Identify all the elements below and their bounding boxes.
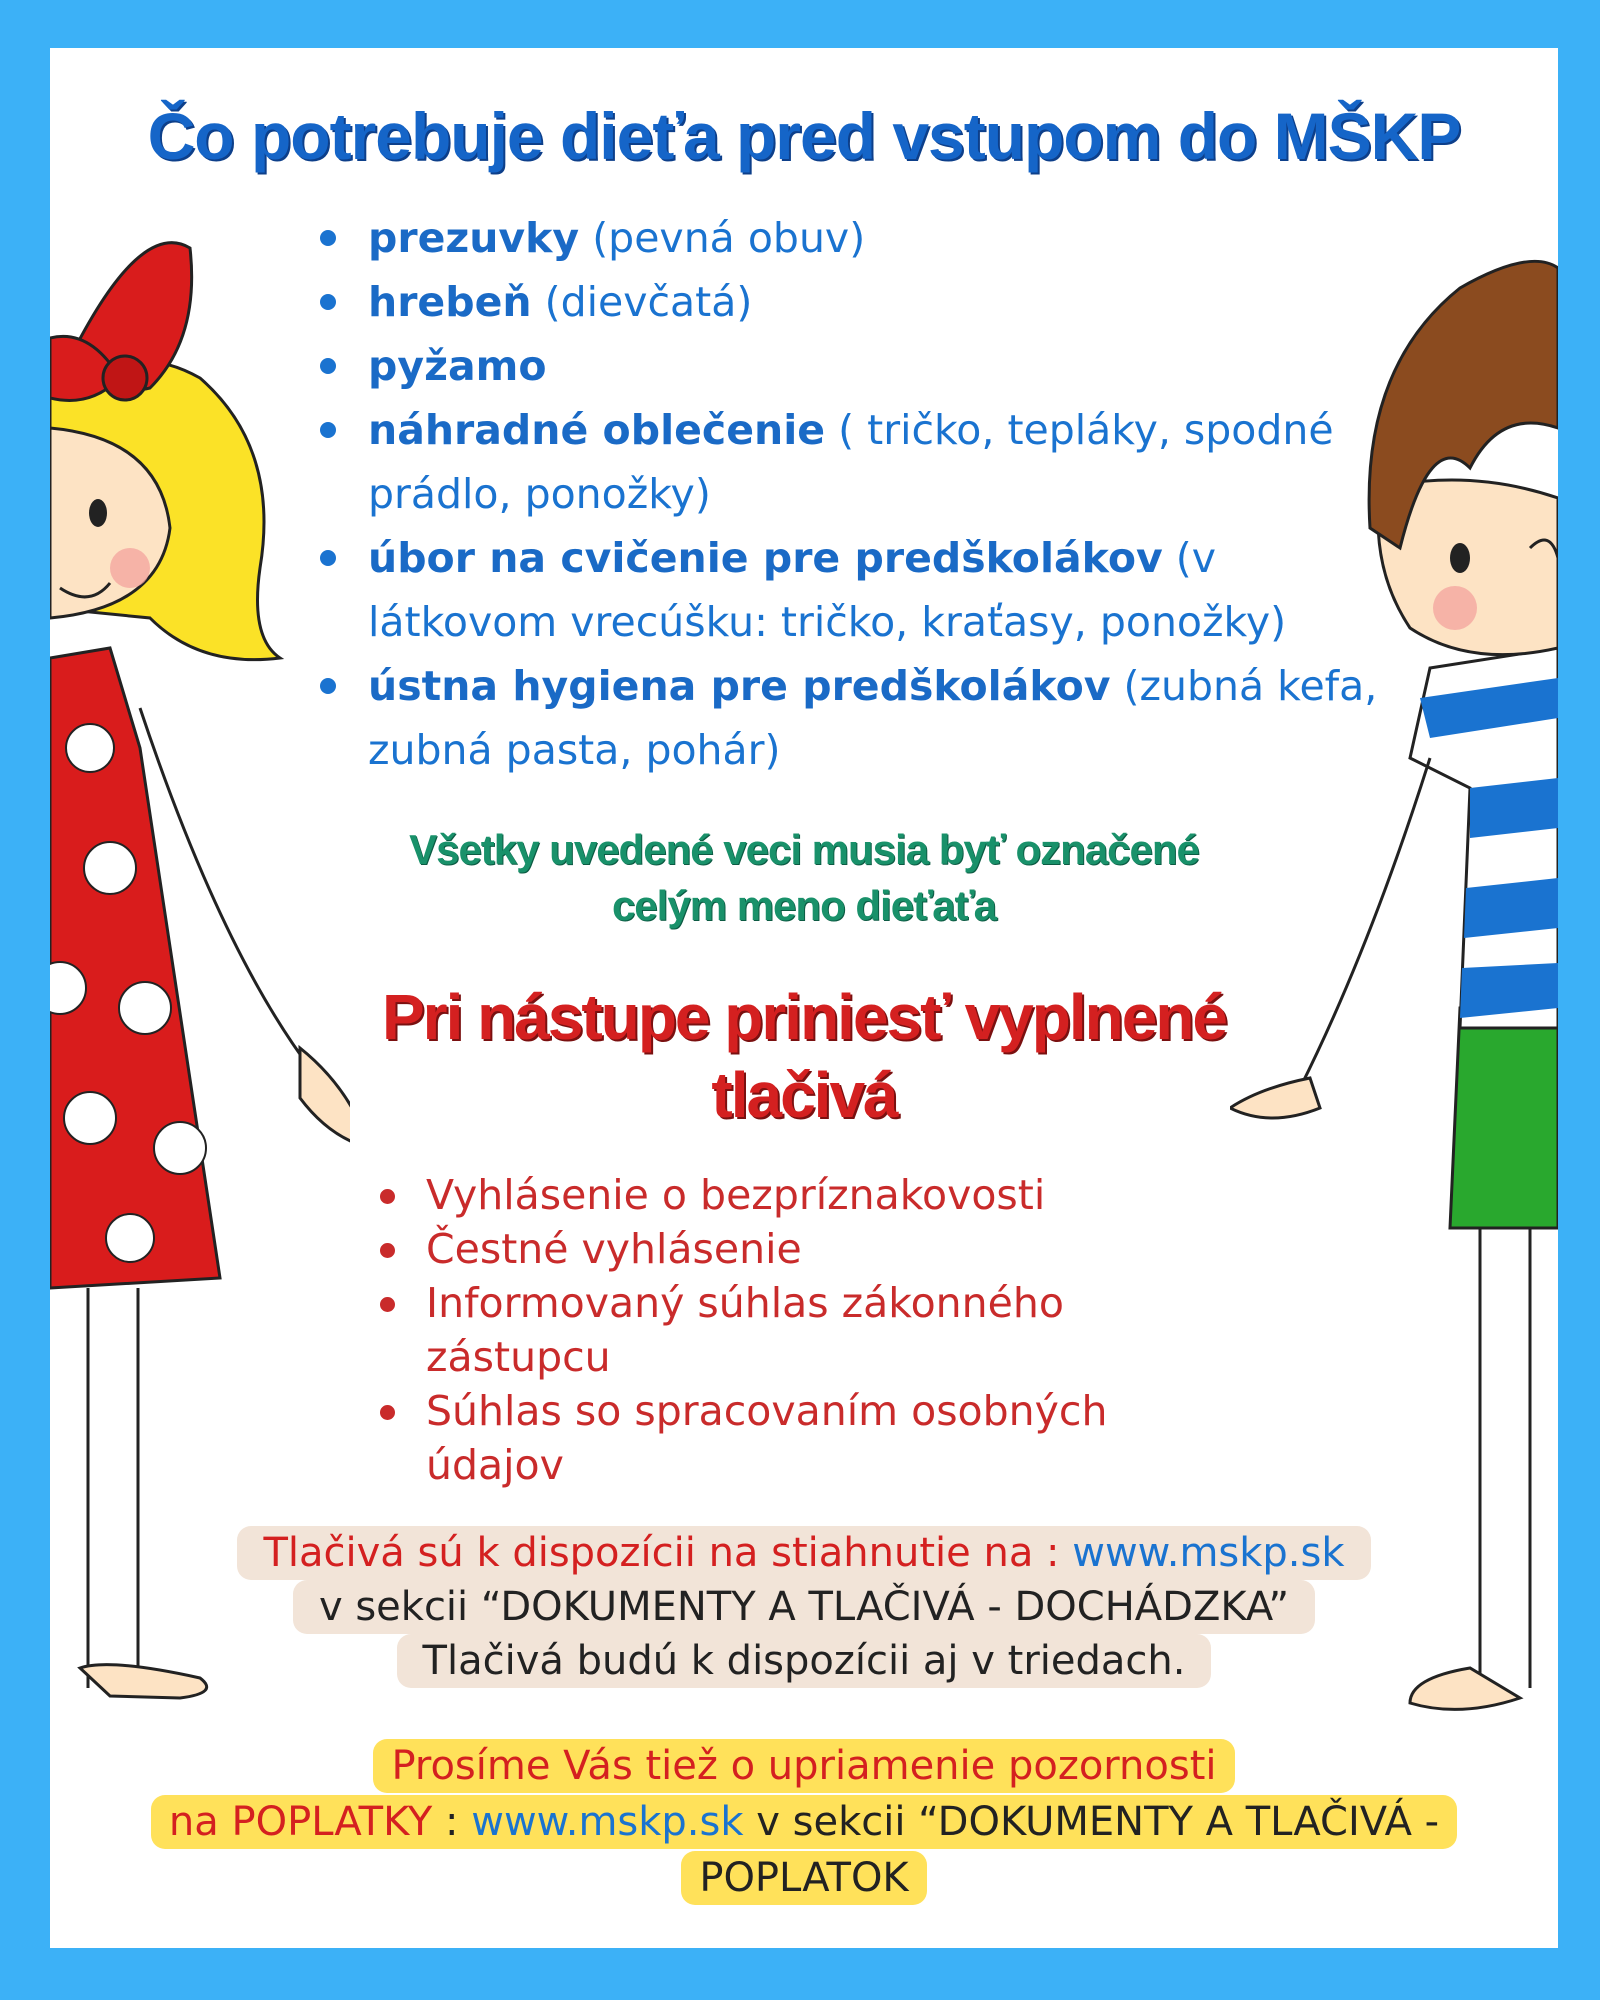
- form-item: Informovaný súhlas zákonného zástupcu: [380, 1276, 1200, 1384]
- forms-heading-line2: tlačivá: [711, 1059, 897, 1131]
- fees-line1: Prosíme Vás tiež o upriamenie pozornosti: [373, 1739, 1234, 1793]
- download-prefix: Tlačivá sú k dispozícii na stiahnutie na :: [263, 1530, 1073, 1576]
- required-items-list: [320, 206, 1380, 782]
- fees-label: na POPLATKY: [168, 1799, 433, 1845]
- classrooms-note: Tlačivá budú k dispozícii aj v triedach.: [397, 1634, 1212, 1688]
- download-info: [50, 1526, 1558, 1688]
- item-detail: (dievčatá): [531, 278, 753, 326]
- fees-section: v sekcii “DOKUMENTY A TLAČIVÁ - POPLATOK: [699, 1799, 1440, 1901]
- form-item: Čestné vyhlásenie: [380, 1222, 1200, 1276]
- poster-card: [50, 48, 1558, 1948]
- form-item: Súhlas so spracovaním osobných údajov: [380, 1384, 1200, 1492]
- list-item: [320, 398, 1380, 526]
- item-detail: ( tričko, tepláky, spodné prádlo, ponožky): [368, 406, 1334, 518]
- fees-colon: :: [432, 1799, 472, 1845]
- list-item: [320, 334, 1380, 398]
- form-item: Vyhlásenie o bezpríznakovosti: [380, 1168, 1200, 1222]
- list-item: [320, 526, 1380, 654]
- list-item: [320, 206, 1380, 270]
- page-title: Čo potrebuje dieťa pred vstupom do MŠKP: [147, 99, 1461, 173]
- download-link[interactable]: www.mskp.sk: [1072, 1530, 1345, 1576]
- item-name: úbor na cvičenie pre predškolákov: [368, 534, 1163, 582]
- girl-illustration: [50, 188, 350, 1728]
- labeling-note-line1: Všetky uvedené veci musia byť označené: [409, 826, 1199, 873]
- list-item: [320, 654, 1380, 782]
- item-detail: (zubná kefa, zubná pasta, pohár): [368, 662, 1378, 774]
- item-name: ústna hygiena pre predškolákov: [368, 662, 1111, 710]
- item-name: hrebeň: [368, 278, 532, 326]
- item-name: prezuvky: [368, 214, 580, 262]
- item-name: pyžamo: [368, 342, 547, 390]
- labeling-note: [250, 822, 1358, 934]
- forms-heading-line1: Pri nástupe priniesť vyplnené: [381, 981, 1227, 1053]
- forms-heading: [250, 978, 1358, 1134]
- download-section: v sekcii “DOKUMENTY A TLAČIVÁ - DOCHÁDZKA”: [293, 1580, 1315, 1634]
- fees-info: [50, 1738, 1558, 1906]
- list-item: [320, 270, 1380, 334]
- fees-link[interactable]: www.mskp.sk: [471, 1799, 744, 1845]
- item-detail: (pevná obuv): [579, 214, 866, 262]
- item-name: náhradné oblečenie: [368, 406, 826, 454]
- forms-list: [380, 1168, 1200, 1492]
- item-detail: (v látkovom vrecúšku: tričko, kraťasy, ponožky): [368, 534, 1287, 646]
- labeling-note-line2: celým meno dieťaťa: [611, 882, 997, 929]
